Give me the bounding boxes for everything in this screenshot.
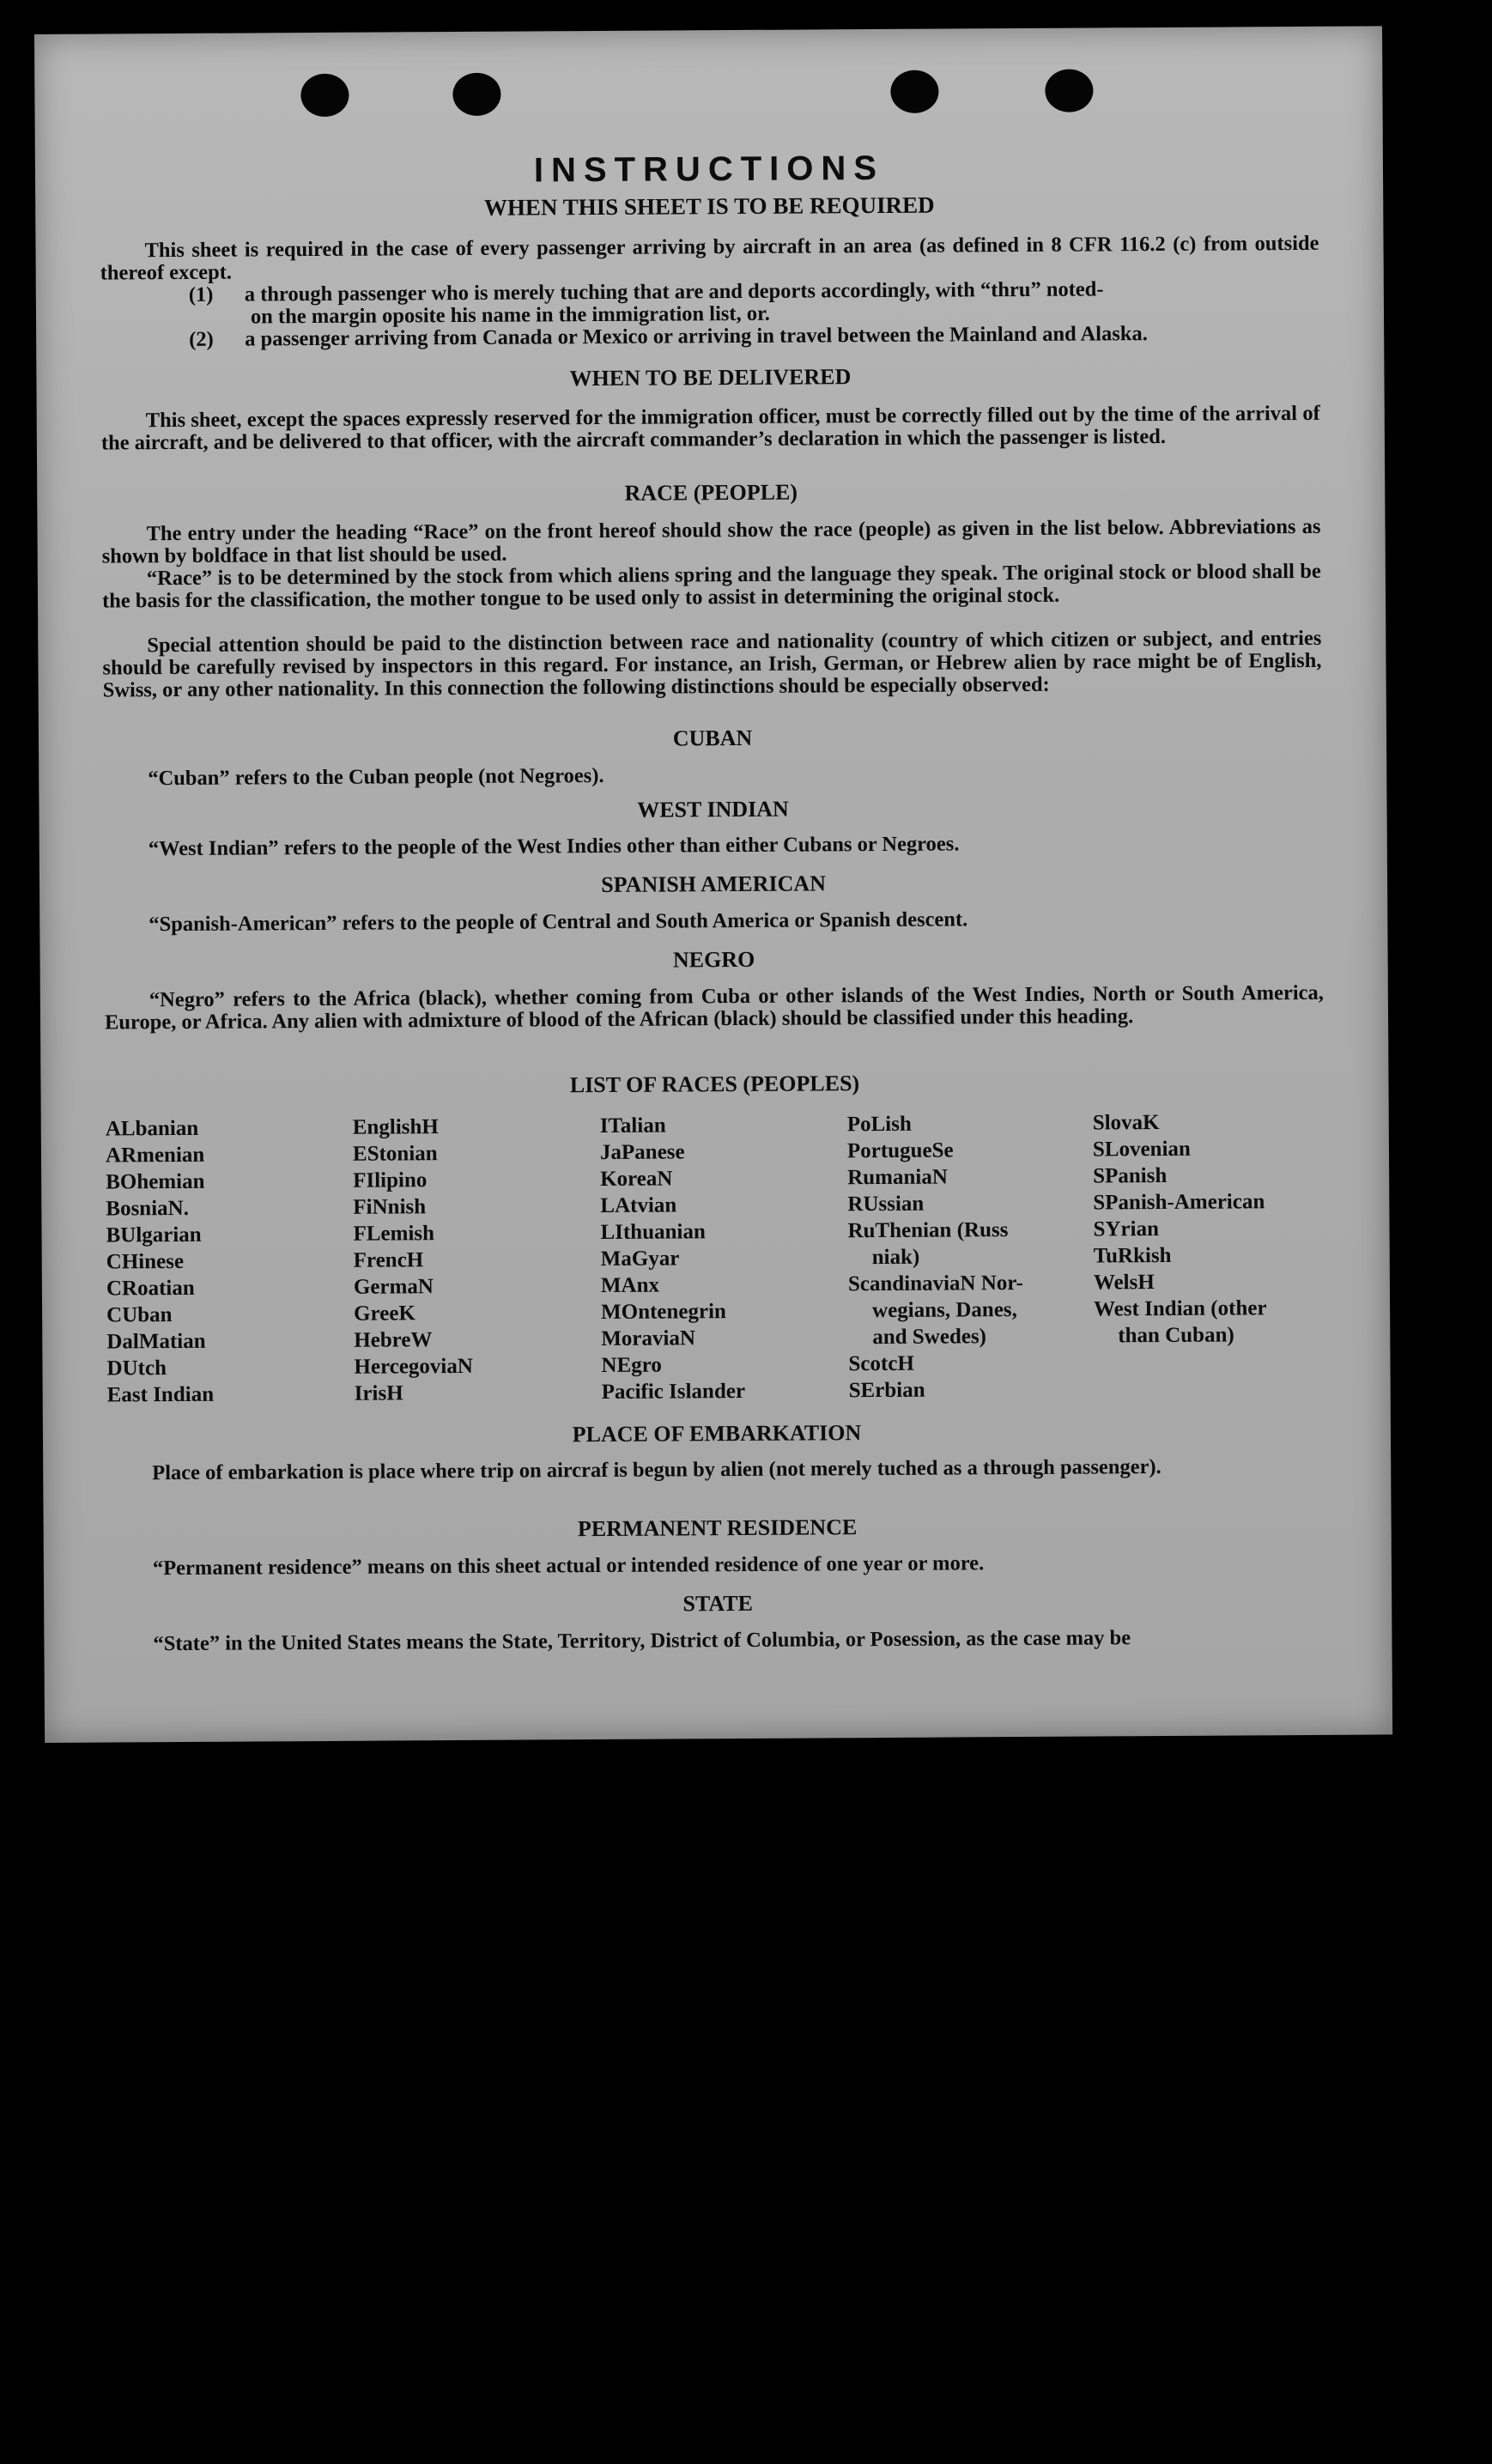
race-item: MOntenegrin [601,1300,727,1324]
cuban-text: “Cuban” refers to the Cuban people (not Negroes). [148,763,604,791]
races-column-1 [106,1115,214,1409]
race-item: RuThenian (Russ [847,1218,1009,1243]
race-item: PoLish [846,1112,912,1137]
residence-text: “Permanent residence” means on this sheet actual or intended residence of one year or more. [152,1551,985,1581]
punch-hole [1045,69,1093,112]
embarkation-text: Place of embarkation is place where trip on aircraf is begun by alien (not merely tuched as a through passenger). [152,1455,1161,1485]
section-heading-embarkation: PLACE OF EMBARKATION [572,1420,862,1447]
races-column-3 [600,1112,745,1405]
race-paragraph-3: Special attention should be paid to the distinction between race and nationality (country of which citizen or subject, and entries should be carefully revised by inspectors in this regard. For instance, an Irish, German, or Hebrew alien by race might be of English, Swiss, or any other nationality. In this connection the following distinctions should be especially observed: [102,626,1322,702]
race-item: DalMatian [106,1329,206,1354]
section-heading-spanish-american: SPANISH AMERICAN [601,871,827,897]
race-item: FIlipino [353,1168,428,1193]
race-item: LAtvian [600,1193,677,1217]
race-item: BosniaN. [106,1196,190,1221]
item-1-text-continued: on the margin oposite his name in the immigration list, or. [250,301,770,329]
section-heading-list-of-races: LIST OF RACES (PEOPLES) [569,1071,860,1098]
race-item: CHinese [106,1249,185,1274]
negro-text: “Negro” refers to the Africa (black), whether coming from Cuba or other islands of the West Indies, North or South America, Europe, or Africa. Any alien with admixture of blood of the African (black) should be classified under this heading. [104,980,1324,1035]
races-column-4 [847,1110,1024,1404]
race-item: IrisH [354,1381,403,1405]
section-heading-race: RACE (PEOPLE) [624,479,798,506]
section-heading-state: STATE [682,1590,753,1617]
race-item: MAnx [600,1273,660,1297]
when-required-text: This sheet is required in the case of every passenger arriving by aircraft in an area (as defined in 8 CFR 116.2 (c) from outside thereof except. [100,231,1319,285]
state-text: “State” in the United States means the State, Territory, District of Columbia, or Posession, as the case may be [153,1626,1131,1656]
section-heading-cuban: CUBAN [672,725,753,751]
west-indian-text: “West Indian” refers to the people of the West Indies other than either Cubans or Negroes. [148,832,960,861]
race-item: EnglishH [352,1115,439,1139]
race-item: FLemish [353,1222,435,1246]
race-item: SPanish [1093,1163,1168,1188]
race-item: wegians, Danes, [872,1298,1017,1323]
spanish-american-text: “Spanish-American” refers to the people of Central and South America or Spanish descent. [149,907,968,937]
race-item: DUtch [106,1356,167,1381]
race-item: ALbanian [105,1116,199,1141]
race-item: HercegoviaN [354,1354,473,1379]
race-item: WelsH [1093,1271,1155,1295]
race-item: MaGyar [600,1247,680,1271]
race-item: ScotcH [848,1351,914,1376]
race-item: SErbian [848,1378,925,1403]
race-item: than Cuban) [1118,1323,1234,1348]
races-column-2 [353,1114,473,1407]
page-title: INSTRUCTIONS [533,149,885,190]
race-item: CRoatian [106,1276,195,1301]
item-1-text: a through passenger who is merely tuching that are and deports accordingly, with “thru” noted- [244,277,1104,306]
race-item: East Indian [106,1382,215,1407]
punch-hole [300,74,349,117]
race-item: ITalian [599,1114,666,1138]
race-item: Pacific Islander [601,1379,746,1404]
race-item: FrencH [353,1248,424,1272]
race-item: SPanish-American [1093,1190,1265,1215]
race-item: ScandinaviaN Nor- [847,1271,1023,1296]
section-heading-permanent-residence: PERMANENT RESIDENCE [577,1514,858,1542]
punch-hole [452,73,500,116]
item-2-number: (2) [189,327,214,351]
section-heading-when-delivered: WHEN TO BE DELIVERED [569,364,852,391]
race-item: niak) [871,1245,920,1270]
race-item: RumaniaN [847,1165,948,1190]
race-item: JaPanese [599,1140,685,1164]
item-2-text: a passenger arriving from Canada or Mexico or arriving in travel between the Mainland and Alaska. [245,322,1148,351]
race-item: RUssian [847,1192,925,1217]
race-item: CUban [106,1303,173,1327]
item-1-number: (1) [188,282,214,306]
when-delivered-text: This sheet, except the spaces expressly reserved for the immigration officer, must be correctly filled out by the time of the arrival of the aircraft, and be delivered to that officer, with the aircraft commander’s declaration in which the passenger is listed. [100,401,1320,455]
punch-hole [890,70,938,113]
race-item: SLovenian [1092,1137,1191,1162]
race-item: GreeK [354,1302,415,1326]
race-item: GermaN [353,1275,434,1299]
race-item: KoreaN [600,1167,673,1191]
race-item: ARmenian [105,1143,205,1168]
race-item: SlovaK [1092,1111,1160,1135]
race-item: BOhemian [106,1169,205,1194]
race-item: EStonian [352,1142,438,1166]
race-item: and Swedes) [872,1325,987,1350]
race-item: FiNnish [353,1195,427,1219]
section-heading-when-required: WHEN THIS SHEET IS TO BE REQUIRED [483,191,935,221]
document-sheet [34,26,1392,1743]
race-item: TuRkish [1093,1243,1172,1268]
race-item: MoraviaN [601,1326,696,1350]
race-item: NEgro [601,1353,662,1377]
races-column-5 [1093,1108,1267,1349]
section-heading-west-indian: WEST INDIAN [637,796,789,822]
section-heading-negro: NEGRO [672,946,755,973]
race-paragraph-2: “Race” is to be determined by the stock from which aliens spring and the language they speak. The original stock or blood shall be the basis for the classification, the mother tongue to be used only to assist in determining the original stock. [101,559,1321,613]
race-item: West Indian (other [1094,1296,1267,1321]
race-item: SYrian [1093,1217,1160,1241]
race-item: PortugueSe [846,1138,954,1163]
race-item: BUlgarian [106,1223,202,1247]
race-paragraph-1: The entry under the heading “Race” on the front hereof should show the race (people) as given in the list below. Abbreviations as shown by boldface in that list should be used. [101,514,1321,568]
race-item: HebreW [354,1328,433,1352]
races-list [106,1108,1343,1451]
race-item: LIthuanian [600,1220,706,1244]
